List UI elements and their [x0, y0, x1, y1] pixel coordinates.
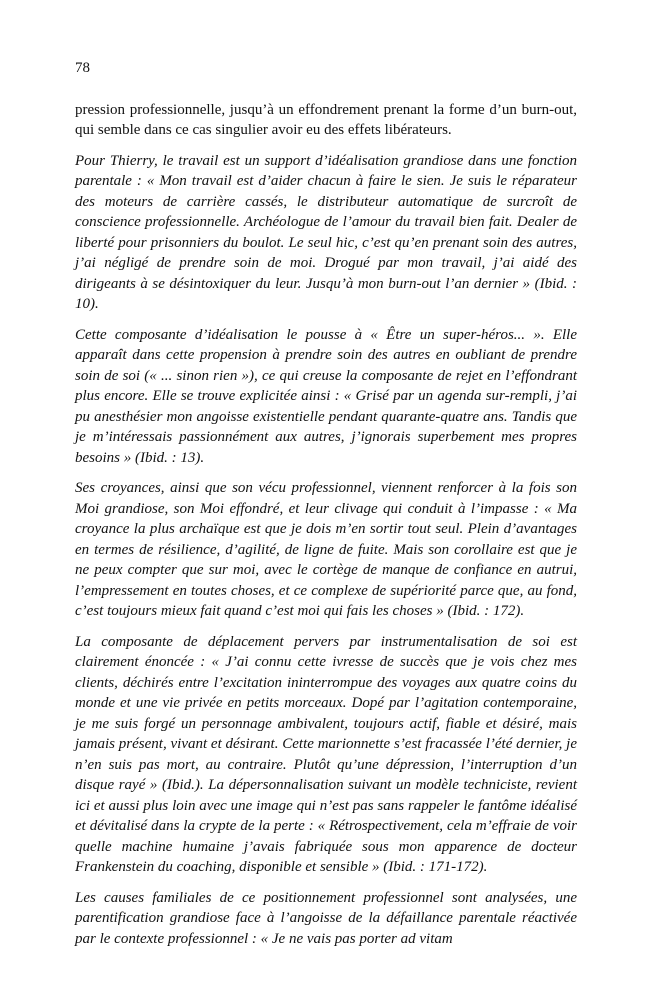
paragraph-intro: pression professionnelle, jusqu’à un effondrement prenant la forme d’un burn-out, qui semble dans ce cas singulier avoir eu des effets libérateurs. — [75, 101, 577, 138]
page-number: 78 — [75, 60, 90, 76]
paragraph-causes-familiales: Les causes familiales de ce positionnement professionnel sont analysées, une parentification grandiose face à l’angoisse de la défaillance parentale réactivée par le contexte professionnel : « Je ne vais pas porter ad vitam — [75, 889, 577, 947]
paragraph-thierry-work: Pour Thierry, le travail est un support d’idéalisation grandiose dans une fonction parentale : « Mon travail est d’aider chacun à faire le sien. Je suis le réparateur des moteurs de carrière cassés, le distributeur automatique de surcroît de conscience professionnelle. Archéologue de l’amour du travail bien fait. Dealer de liberté pour prisonniers du boulot. Le seul hic, c’est qu’en prenant soin des autres, j’ai négligé de prendre soin de moi. Drogué par mon travail, j’ai aidé des dirigeants à se désintoxiquer du leur. Jusqu’à mon burn-out l’an dernier » (Ibid. : 10). — [75, 152, 577, 312]
book-page — [75, 58, 577, 959]
paragraph-deplacement-pervers: La composante de déplacement pervers par instrumentalisation de soi est clairement énoncée : « J’ai connu cette ivresse de succès que je vois chez mes clients, déchirés entre l’excitation ininterrompue des voyages aux quatre coins du monde et une vie privée en petits morceaux. Dopé par l’agitation contemporaine, je me suis forgé un personnage ambivalent, toujours actif, fiable et désiré, mais jamais présent, vivant et désirant. Cette marionnette s’est fracassée l’été dernier, je n’en suis pas mort, au contraire. Plutôt qu’une dépression, l’interruption d’un disque rayé » (Ibid.). La dépersonnalisation suivant un modèle techniciste, revient ici et aussi plus loin avec une image qui n’est pas sans rappeler le fantôme idéalisé et dévitalisé dans la crypte de la perte : « Rétrospectivement, cela m’effraie de voir quelle machine humaine j’avais fabriquée sous mon apparence de docteur Frankenstein du coaching, disponible et sensible » (Ibid. : 171-172). — [75, 633, 577, 875]
paragraph-idealisation: Cette composante d’idéalisation le pousse à « Être un super-héros... ». Elle apparaît dans cette propension à prendre soin des autres en oubliant de prendre soin de soi (« ... sinon rien »), ce qui creuse la composante de rejet en l’effondrant plus encore. Elle se trouve explicitée ainsi : « Grisé par un agenda sur-rempli, j’ai pu anesthésier mon angoisse existentielle pendant quarante-quatre ans. Tandis que je m’intéressais passionnément aux autres, j’ignorais superbement mes propres besoins » (Ibid. : 13). — [75, 326, 577, 466]
paragraph-croyances: Ses croyances, ainsi que son vécu professionnel, viennent renforcer à la fois son Moi grandiose, son Moi effondré, et leur clivage qui conduit à l’impasse : « Ma croyance la plus archaïque est que je dois m’en sortir tout seul. Plein d’avantages en termes de résilience, d’agilité, de ligne de fuite. Mais son corollaire est que je ne peux compter que sur moi, avec le cortège de manque de confiance en autrui, l’empressement en toutes choses, et ce complexe de supériorité parce que, au fond, c’est toujours mieux fait quand c’est moi qui fais les choses » (Ibid. : 172). — [75, 480, 577, 619]
